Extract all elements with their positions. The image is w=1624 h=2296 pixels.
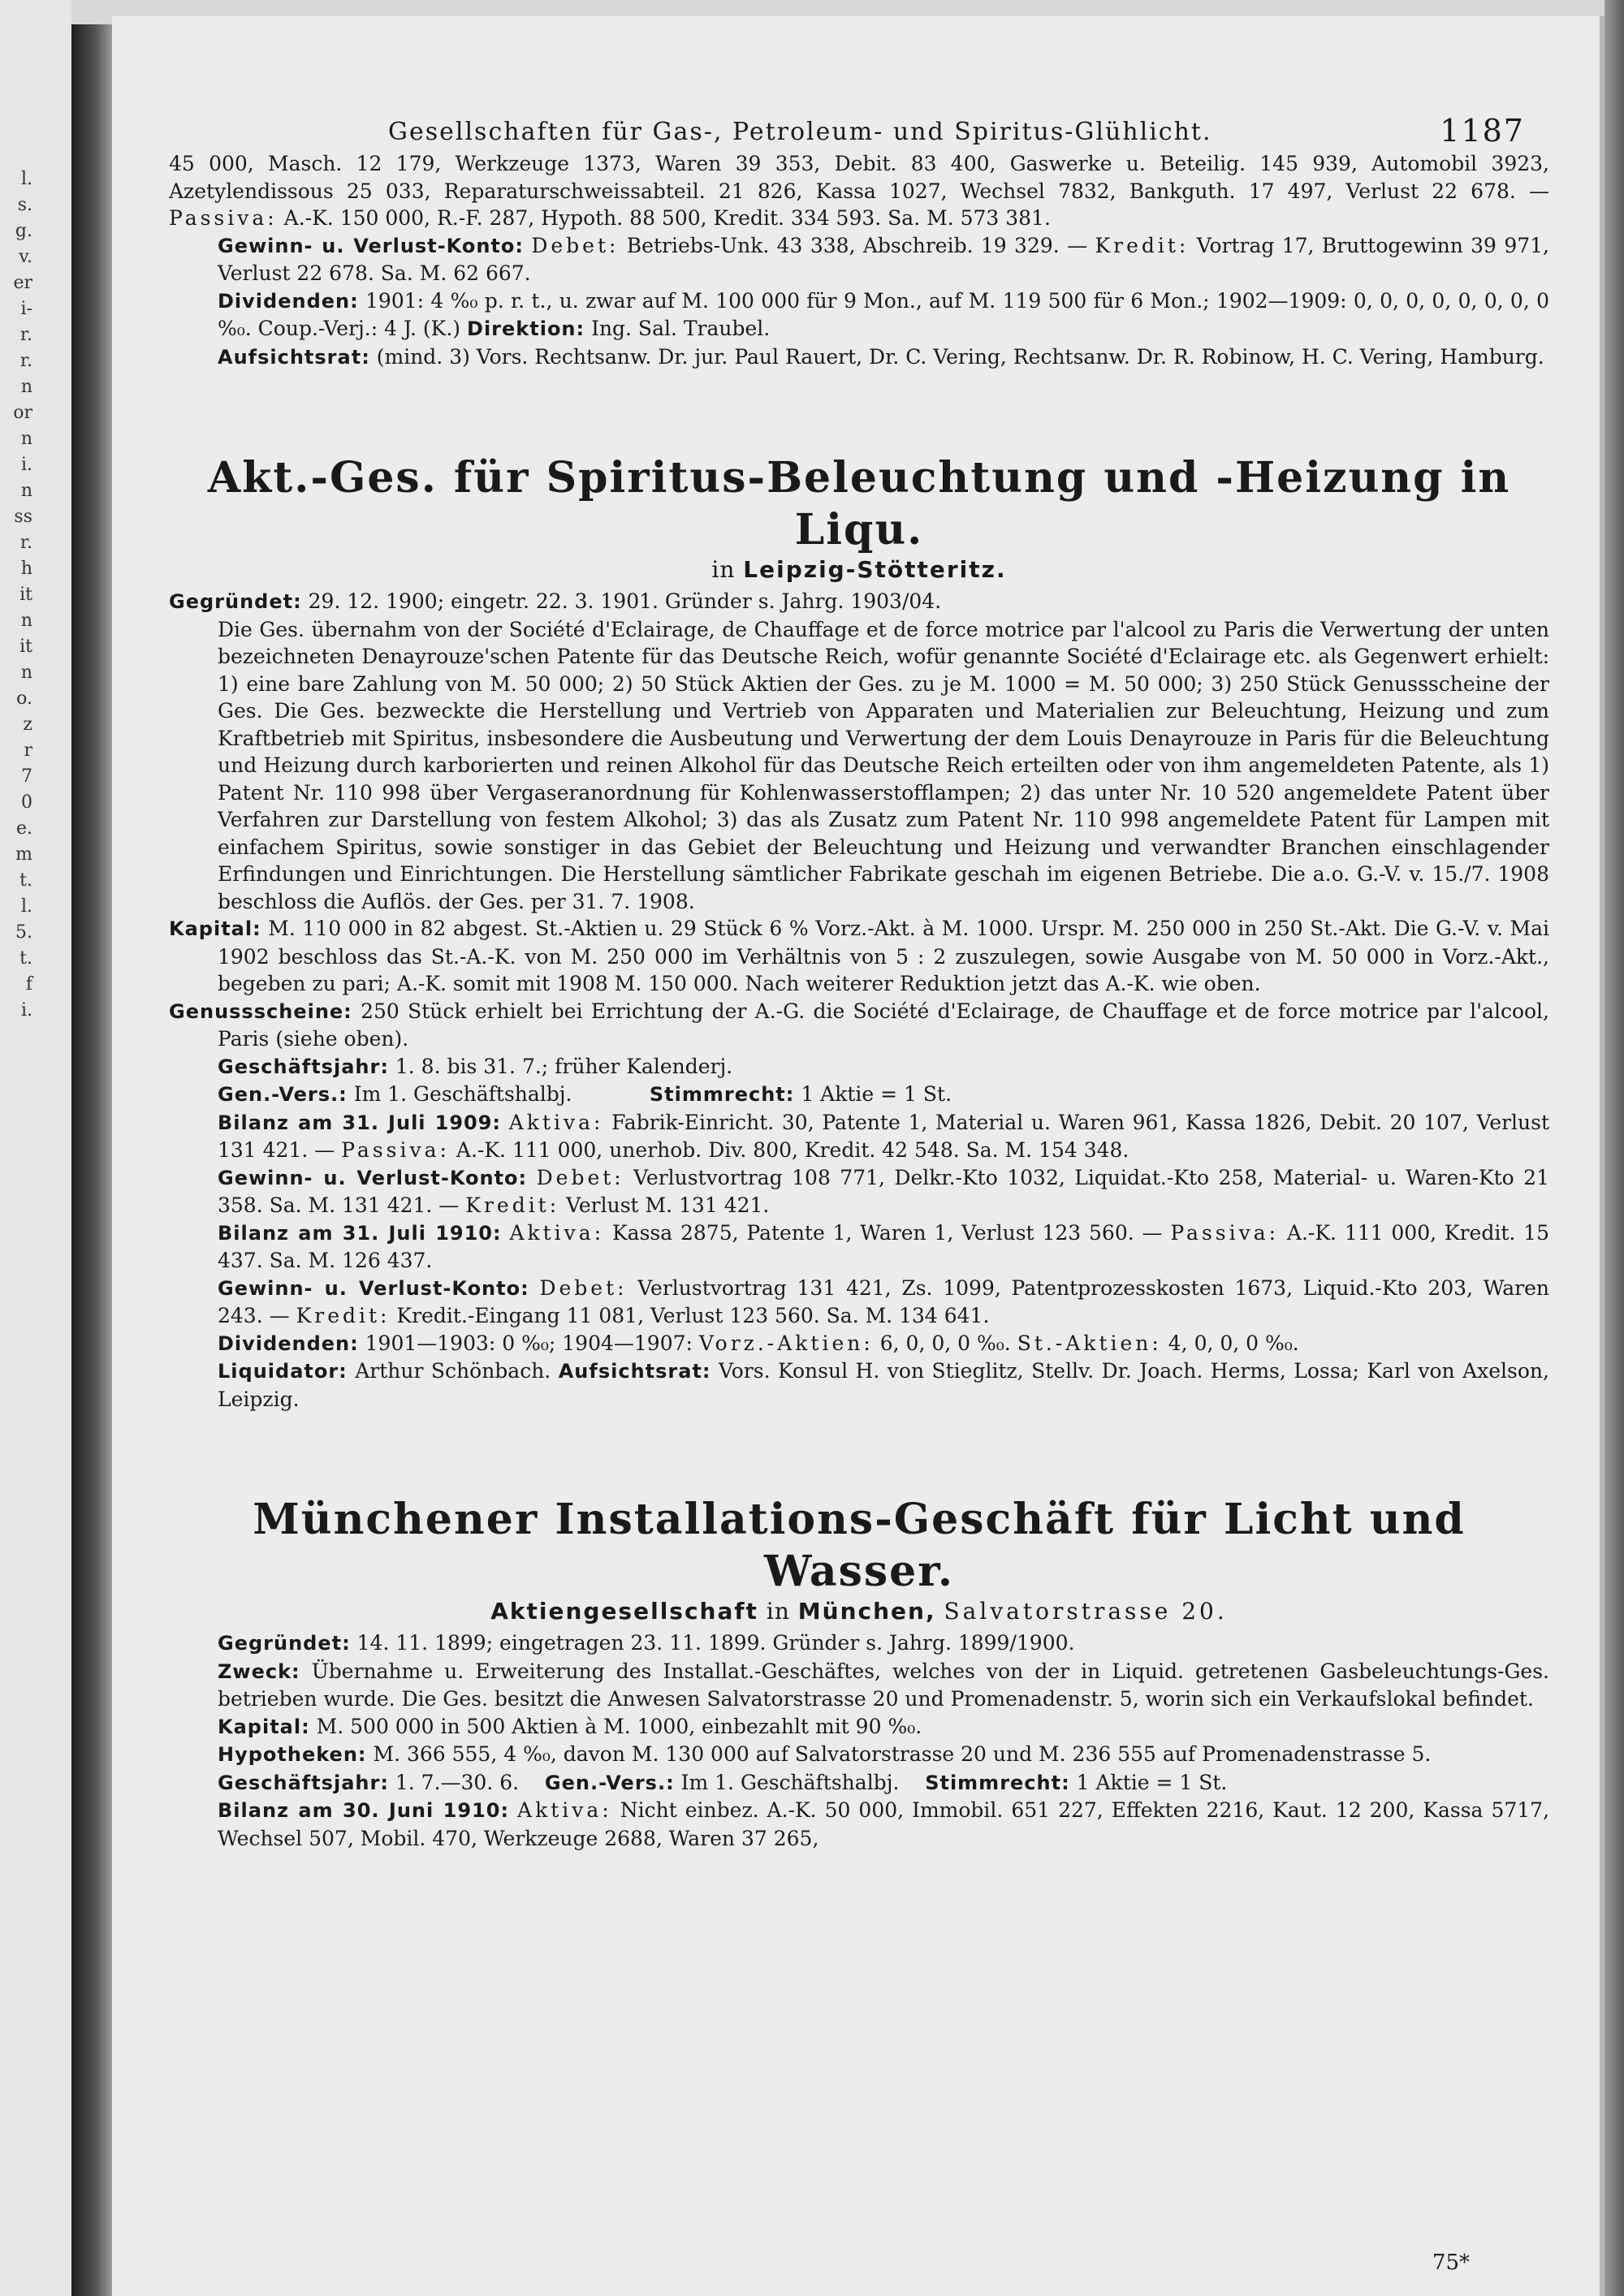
prev-balance-text: 45 000, Masch. 12 179, Werkzeuge 1373, Waren 39 353, Debit. 83 400, Gaswerke u. Beteilig. 145 939, Automobil 3923, Azetylendissous 25 033, Reparaturschweissabteil. 21 826, Kassa 1027, Wechsel 7832, Bankguth. 17 497, Verlust 22 678. — Passiva: A.-K. 150 000, R.-F. 287, Hypoth. 88 500, Kredit. 334 593. Sa. M. 573 381. [169,152,1549,230]
balance-1910: Bilanz am 30. Juni 1910: Aktiva: Nicht einbez. A.-K. 50 000, Immobil. 651 227, Effekten 2216, Kaut. 12 200, Kassa 5717, Wechsel 507, Mobil. 470, Werkzeuge 2688, Waren 37 265, [218,1798,1550,1850]
company-entry-spiritus [169,452,1549,1413]
previous-entry [169,150,1549,371]
prev-dividends: Dividenden: 1901: 4 %₀ p. r. t., u. zwar auf M. 100 000 für 9 Mon., auf M. 119 500 für 6 Mon.; 1902—1909: 0, 0, 0, 0, 0, 0, 0, 0 %₀. Coup.-Verj.: 4 J. (K.) Direktion: Ing. Sal. Traubel. [218,288,1549,340]
left-margin-char: or [13,403,32,423]
left-margin-char: n [20,429,32,449]
company-location: Aktiengesellschaft in München, Salvatorstrasse 20. [490,1598,1228,1625]
left-margin-char: e. [15,818,32,839]
left-margin-char: l. [20,169,32,189]
left-margin-char: z [23,714,32,735]
left-margin-char: r [24,740,32,761]
left-margin-char: r. [19,325,32,345]
left-margin-char: s. [17,195,32,215]
purpose: Zweck: Übernahme u. Erweiterung des Installat.-Geschäftes, welches von der in Liquid. getretenen Gasbeleuchtungs-Ges. betrieben wurde. Die Ges. besitzt die Anwesen Salvatorstrasse 20 und Promenadenstr. 5, worin sich ein Verkaufslokal befindet. [218,1659,1550,1711]
left-margin-char: n [20,662,32,683]
company-location: in Leipzig-Stötteritz. [711,556,1007,583]
left-neighbor-page [0,0,71,2296]
capital: Kapital: M. 110 000 in 82 abgest. St.-Aktien u. 29 Stück 6 % Vorz.-Akt. à M. 1000. Urspr. M. 250 000 in 250 St.-Akt. Die G.-V. v. Mai 1902 beschloss das St.-A.-K. von M. 250 000 im Verhältnis von 5 : 2 zuszulegen, sowie Ausgabe von M. 50 000 in Vorz.-Akt., begeben zu pari; A.-K. somit mit 1908 M. 150 000. Nach weiterer Reduktion jetzt das A.-K. wie oben. [169,917,1549,995]
left-margin-char: l. [20,896,32,917]
left-margin-char: f [25,974,32,995]
company-entry-muenchener [169,1494,1549,1852]
liquidator-board: Liquidator: Arthur Schönbach. Aufsichtsrat: Vors. Konsul H. von Stieglitz, Stellv. Dr. Joach. Herms, Lossa; Karl von Axelson, Leipzig. [218,1359,1549,1411]
left-margin-char: n [20,377,32,397]
left-margin-char: ss [14,507,32,527]
left-margin-char: er [13,273,32,293]
left-margin-char: 5. [15,922,32,943]
participation-certificates: Genussscheine: 250 Stück erhielt bei Errichtung der A.-G. die Société d'Eclairage, de Chauffage et de force motrice par l'alcool, Paris (siehe oben). [169,999,1549,1051]
founded: Gegründet: 29. 12. 1900; eingetr. 22. 3. 1901. Gründer s. Jahrg. 1903/04. [169,589,942,613]
dividends: Dividenden: 1901—1903: 0 %₀; 1904—1907: Vorz.-Aktien: 6, 0, 0, 0 %₀. St.-Aktien: 4, 0, 0, 0 %₀. [218,1331,1299,1355]
left-margin-char: o. [16,688,32,709]
prev-supervisory-board: Aufsichtsrat: (mind. 3) Vors. Rechtsanw. Dr. jur. Paul Rauert, Dr. C. Vering, Rechtsanw. Dr. R. Robinow, H. C. Vering, Hamburg. [218,344,1544,369]
general-meeting: Gen.-Vers.: Im 1. Geschäftshalbj. Stimmrecht: 1 Aktie = 1 St. [218,1082,952,1106]
running-head-title: Gesellschaften für Gas-, Petroleum- und Spiritus-Glühlicht. [388,118,1212,146]
left-margin-char: m [15,844,32,865]
left-margin-char: it [19,585,32,605]
left-margin-char: i. [20,1000,32,1021]
company-title: Akt.-Ges. für Spiritus-Beleuchtung und -Heizung in Liqu. [207,453,1511,555]
fiscal-year: Geschäftsjahr: 1. 8. bis 31. 7.; früher Kalenderj. [218,1054,733,1078]
page-number: 1187 [1440,113,1525,149]
left-margin-char: n [20,611,32,631]
left-margin-char: v. [19,247,32,267]
capital: Kapital: M. 500 000 in 500 Aktien à M. 1000, einbezahlt mit 90 %₀. [218,1714,922,1738]
profit-loss-1910: Gewinn- u. Verlust-Konto: Debet: Verlustvortrag 131 421, Zs. 1099, Patentprozesskosten 1673, Liquid.-Kto 203, Waren 243. — Kredit: Kredit.-Eingang 11 081, Verlust 123 560. Sa. M. 134 641. [218,1275,1550,1327]
book-gutter [71,24,112,2296]
company-title: Münchener Installations-Geschäft für Licht und Wasser. [253,1495,1466,1596]
left-margin-char: r. [19,533,32,553]
prev-guv: Gewinn- u. Verlust-Konto: Debet: Betriebs-Unk. 43 338, Abschreib. 19 329. — Kredit: Vortrag 17, Bruttogewinn 39 971, Verlust 22 678. Sa. M. 62 667. [218,233,1549,285]
left-margin-char: t. [19,948,32,969]
signature-mark: 75* [1432,2251,1470,2275]
running-head [169,101,1549,150]
balance-1910: Bilanz am 31. Juli 1910: Aktiva: Kassa 2875, Patente 1, Waren 1, Verlust 123 560. — Passiva: A.-K. 111 000, Kredit. 15 437. Sa. M. 126 437. [218,1220,1549,1272]
left-margin-char: t. [19,870,32,891]
left-margin-char: r. [19,351,32,371]
left-margin-char: g. [15,221,32,241]
page-edge-shadow [1605,0,1624,2296]
left-margin-char: h [20,559,32,579]
left-margin-char: 0 [21,792,32,813]
founded: Gegründet: 14. 11. 1899; eingetragen 23. 11. 1899. Gründer s. Jahrg. 1899/1900. [218,1631,1075,1655]
left-page-margin-text [0,166,32,1024]
company-description: Die Ges. übernahm von der Société d'Eclairage, de Chauffage et de force motrice par l'alcool zu Paris die Verwertung der unten bezeichneten Denayrouze'schen Patente für das Deutsche Reich, wofür genannte Société d'Eclairage etc. als Gegenwert erhielt: 1) eine bare Zahlung von M. 50 000; 2) 50 Stück Aktien der Ges. zu je M. 1000 = M. 50 000; 3) 250 Stück Genussscheine der Ges. Die Ges. bezweckte die Herstellung und Vertrieb von Apparaten und Materialien zur Beleuchtung, Heizung und zum Kraftbetrieb mit Spiritus, insbesondere die Ausbeutung und Verwertung der dem Louis Denayrouze in Paris für die Beleuchtung und Heizung durch karborierten und reinen Alkohol für das Deutsche Reich erteilten oder von ihm angemeldeten Patente, als 1) Patent Nr. 110 998 über Vergaseranordnung für Kohlenwasserstofflampen; 2) das unter Nr. 10 520 angemeldete Patent über Verfahren zur Darstellung von festem Alkohol; 3) das als Zusatz zum Patent Nr. 110 998 angemeldete Patent für Lampen mit einfachem Spiritus, sowie sonstiger in das Gebiet der Beleuchtung und Heizung und verwandter Branchen einschlagender Erfindungen und Einrichtungen. Die Herstellung sämtlicher Fabrikate geschah im eigenen Betriebe. Die a.o. G.-V. v. 15./7. 1908 beschloss die Auflös. der Ges. per 31. 7. 1908. [218,617,1549,913]
left-margin-char: i- [20,299,32,319]
fiscal-year-meeting: Geschäftsjahr: 1. 7.—30. 6. Gen.-Vers.: Im 1. Geschäftshalbj. Stimmrecht: 1 Aktie = 1 St. [218,1770,1228,1794]
left-margin-char: it [19,637,32,657]
profit-loss-1909: Gewinn- u. Verlust-Konto: Debet: Verlustvortrag 108 771, Delkr.-Kto 1032, Liquidat.-Kto 258, Material- u. Waren-Kto 21 358. Sa. M. 131 421. — Kredit: Verlust M. 131 421. [218,1165,1549,1217]
page-content [169,101,1549,1852]
left-margin-char: n [20,481,32,501]
left-margin-char: i. [20,455,32,475]
mortgages: Hypotheken: M. 366 555, 4 %₀, davon M. 130 000 auf Salvatorstrasse 20 und M. 236 555 auf Promenadenstrasse 5. [218,1742,1432,1766]
scanned-page [112,16,1605,2296]
balance-1909: Bilanz am 31. Juli 1909: Aktiva: Fabrik-Einricht. 30, Patente 1, Material u. Waren 961, Kassa 1826, Debit. 20 107, Verlust 131 421. — Passiva: A.-K. 111 000, unerhob. Div. 800, Kredit. 42 548. Sa. M. 154 348. [218,1110,1549,1162]
left-margin-char: 7 [21,766,32,787]
